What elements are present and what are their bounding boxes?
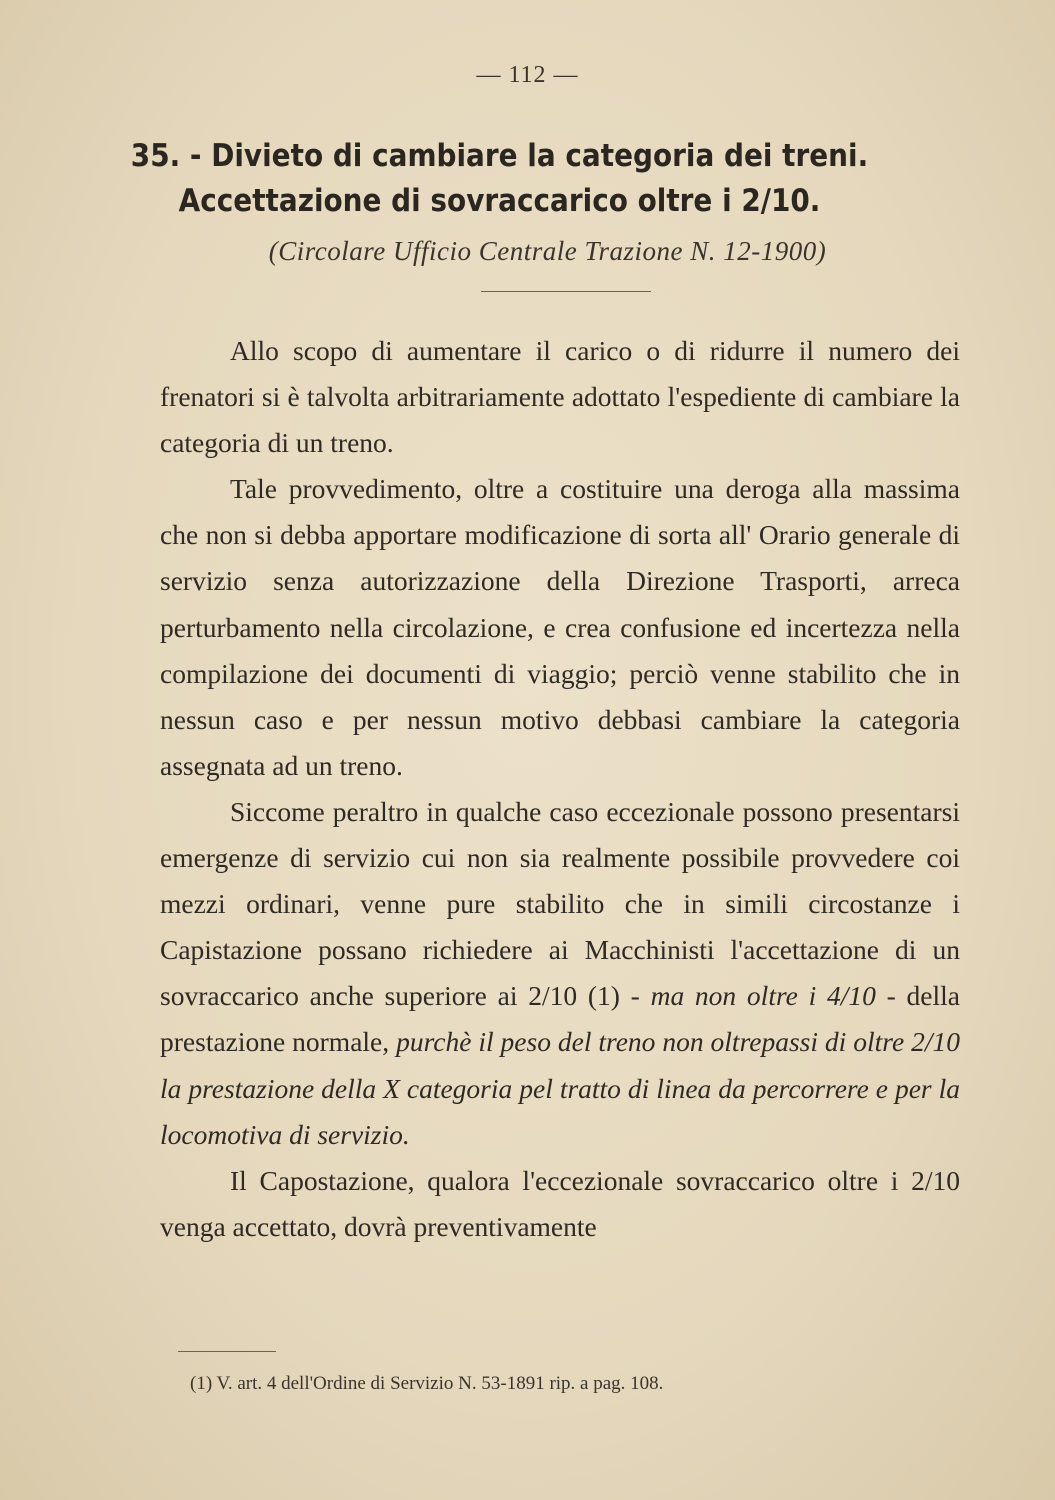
body-text [160, 328, 960, 1250]
section-title: 35. - Divieto di cambiare la categoria dei treni. [130, 138, 869, 174]
heading-divider [481, 291, 651, 292]
paragraph-3-text: Siccome peraltro in qualche caso eccezionale possono presentarsi emergenze di servizio cui non sia realmente possibile provvedere coi mezzi ordinari, venne pure stabilito che in simili circostanze i Capistazione possano richiedere ai Macchinisti l'accettazione di un sovraccarico anche superiore ai 2/10 (1) - [160, 795, 960, 1012]
page-number: — 112 — [476, 62, 579, 88]
paragraph-4: Il Capostazione, qualora l'eccezionale sovraccarico oltre i 2/10 venga accettato, dovrà preventivamente [160, 1164, 960, 1242]
paragraph-3-text-2: - della prestazione normale, [160, 980, 960, 1058]
circular-reference: (Circolare Ufficio Centrale Trazione N. 12-1900) [268, 236, 827, 266]
paragraph-3-emphasis-limit: ma non oltre i 4/10 [650, 980, 876, 1012]
paragraph-3 [160, 789, 960, 1158]
paragraph-2: Tale provvedimento, oltre a costituire una deroga alla massima che non si debba apportare modificazione di sorta all' Orario generale di servizio senza autorizzazione della Direzione Trasporti, arreca perturbamento nella circolazione, e crea confusione ed incertezza nella compilazione dei documenti di viaggio; perciò venne stabilito che in nessun caso e per nessun motivo debbasi cambiare la categoria assegnata ad un treno. [160, 473, 960, 781]
footnote-divider [178, 1351, 276, 1352]
paragraph-1: Allo scopo di aumentare il carico o di ridurre il numero dei frenatori si è talvolta arbitrariamente adottato l'espediente di cambiare la categoria di un treno. [160, 335, 960, 459]
section-subtitle: Accettazione di sovraccarico oltre i 2/10. [178, 183, 821, 219]
paragraph-3-emphasis-condition: purchè il peso del treno non oltrepassi di oltre 2/10 la prestazione della X categoria pel tratto di linea da percorrere e per la locomotiva di servizio. [160, 1026, 960, 1150]
footnote: (1) V. art. 4 dell'Ordine di Servizio N. 53-1891 rip. a pag. 108. [190, 1373, 664, 1394]
